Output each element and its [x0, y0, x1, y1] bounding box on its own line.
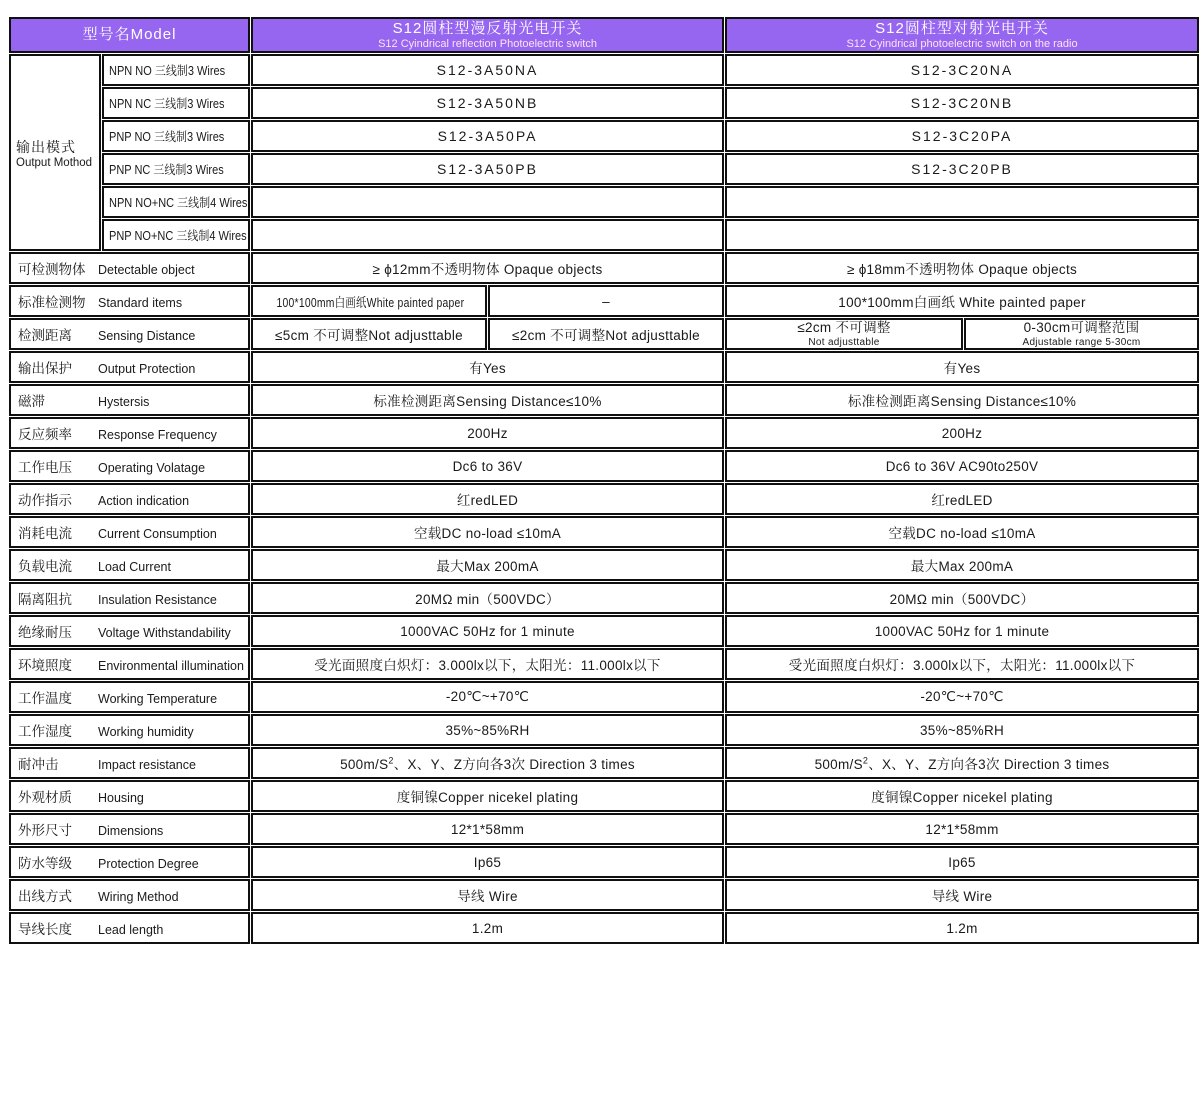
header-through-cell: [725, 17, 1199, 53]
spec-row-action-indication: [9, 483, 1199, 515]
spec-value-diffuse: 20MΩ min（500VDC）: [251, 582, 724, 614]
spec-value-through: 红redLED: [725, 483, 1199, 515]
spec-value-through: 100*100mm白画纸 White painted paper: [725, 285, 1199, 317]
spec-value-diffuse: 有Yes: [251, 351, 724, 383]
spec-value-diffuse: 1.2m: [251, 912, 724, 944]
spec-value-diffuse: 1000VAC 50Hz for 1 minute: [251, 615, 724, 647]
spec-value-through: 200Hz: [725, 417, 1199, 449]
spec-value-through: 20MΩ min（500VDC）: [725, 582, 1199, 614]
spec-label: 负载电流 Load Current: [9, 549, 250, 581]
spec-label: 耐冲击 Impact resistance: [9, 747, 250, 779]
spec-value-diffuse: 导线 Wire: [251, 879, 724, 911]
through-title: S12圆柱型对射光电开关: [875, 19, 1049, 37]
spec-value-diffuse: Ip65: [251, 846, 724, 878]
spec-table: [8, 16, 1200, 945]
model-number-diffuse: [251, 219, 724, 251]
header-model-cell: [9, 17, 250, 53]
spec-label: 绝缘耐压 Voltage Withstandability: [9, 615, 250, 647]
model-number-through: [725, 219, 1199, 251]
table-header-row: [9, 17, 1199, 53]
model-header-label: 型号名Model: [82, 26, 177, 43]
spec-row-insulation-resistance: [9, 582, 1199, 614]
spec-value-through: 标准检测距离Sensing Distance≤10%: [725, 384, 1199, 416]
spec-row-working-humidity: [9, 714, 1199, 746]
model-number-diffuse: S12-3A50PB: [251, 153, 724, 185]
spec-value-through: 1.2m: [725, 912, 1199, 944]
diffuse-title: S12圆柱型漫反射光电开关: [392, 19, 583, 37]
model-number-diffuse: S12-3A50NB: [251, 87, 724, 119]
spec-row-operating-voltage: [9, 450, 1199, 482]
spec-row-environmental-illumination: [9, 648, 1199, 680]
spec-row-housing: [9, 780, 1199, 812]
header-diffuse-cell: [251, 17, 724, 53]
spec-row-lead-length: [9, 912, 1199, 944]
spec-label: 外形尺寸 Dimensions: [9, 813, 250, 845]
spec-value-through-adjustable: 0-30cm可调整范围 Adjustable range 5-30cm: [964, 318, 1199, 350]
spec-value-diffuse-none: –: [488, 285, 724, 317]
through-subtitle: S12 Cyindrical photoelectric switch on the radio: [846, 37, 1078, 50]
output-mode-row: [9, 120, 1199, 152]
spec-value-diffuse: 标准检测距离Sensing Distance≤10%: [251, 384, 724, 416]
spec-label: 反应频率 Response Frequency: [9, 417, 250, 449]
spec-row-hysteresis: [9, 384, 1199, 416]
spec-value-through: 1000VAC 50Hz for 1 minute: [725, 615, 1199, 647]
spec-row-dimensions: [9, 813, 1199, 845]
model-number-diffuse: [251, 186, 724, 218]
spec-label: 消耗电流 Current Consumption: [9, 516, 250, 548]
wiring-type-cell: PNP NO 三线制3 Wires: [102, 120, 250, 152]
spec-value-diffuse: 空载DC no-load ≤10mA: [251, 516, 724, 548]
spec-label: 环境照度 Environmental illumination: [9, 648, 250, 680]
spec-label: 导线长度 Lead length: [9, 912, 250, 944]
spec-label: 隔离阻抗 Insulation Resistance: [9, 582, 250, 614]
wiring-type-cell: PNP NO+NC 三线制4 Wires: [102, 219, 250, 251]
spec-value-through: -20℃~+70℃: [725, 681, 1199, 713]
spec-value-diffuse: 200Hz: [251, 417, 724, 449]
spec-value-through: 有Yes: [725, 351, 1199, 383]
spec-value-diffuse: 最大Max 200mA: [251, 549, 724, 581]
spec-value-through: 度铜镍Copper nicekel plating: [725, 780, 1199, 812]
spec-row-protection-degree: [9, 846, 1199, 878]
spec-row-impact-resistance: [9, 747, 1199, 779]
spec-row-wiring-method: [9, 879, 1199, 911]
spec-label: 工作湿度 Working humidity: [9, 714, 250, 746]
spec-value-diffuse: ≥ ϕ12mm不透明物体 Opaque objects: [251, 252, 724, 284]
output-mode-row: [9, 87, 1199, 119]
spec-row-current-consumption: [9, 516, 1199, 548]
spec-value-through: Ip65: [725, 846, 1199, 878]
spec-row-voltage-withstandability: [9, 615, 1199, 647]
spec-value-diffuse: Dc6 to 36V: [251, 450, 724, 482]
spec-label: 输出保护 Output Protection: [9, 351, 250, 383]
spec-label: 出线方式 Wiring Method: [9, 879, 250, 911]
spec-value-through: ≥ ϕ18mm不透明物体 Opaque objects: [725, 252, 1199, 284]
spec-value-diffuse-paper: 100*100mm白画纸White painted paper: [251, 285, 487, 317]
model-number-through: S12-3C20NA: [725, 54, 1199, 86]
spec-label: 防水等级 Protection Degree: [9, 846, 250, 878]
spec-label: 检测距离 Sensing Distance: [9, 318, 250, 350]
model-number-through: S12-3C20PA: [725, 120, 1199, 152]
spec-value-through: 空载DC no-load ≤10mA: [725, 516, 1199, 548]
output-mode-row: [9, 153, 1199, 185]
spec-row-output-protection: [9, 351, 1199, 383]
wiring-type-cell: NPN NO+NC 三线制4 Wires: [102, 186, 250, 218]
model-number-diffuse: S12-3A50PA: [251, 120, 724, 152]
spec-value-through: $500m/S^2$、X、Y、Z方向各3次 Direction 3 times: [725, 747, 1199, 779]
spec-value-through: 35%~85%RH: [725, 714, 1199, 746]
output-mode-row: [9, 54, 1199, 86]
output-mode-row: [9, 219, 1199, 251]
spec-value-diffuse-a: ≤5cm 不可调整Not adjusttable: [251, 318, 487, 350]
spec-value-diffuse: $500m/S^2$、X、Y、Z方向各3次 Direction 3 times: [251, 747, 724, 779]
spec-row-response-frequency: [9, 417, 1199, 449]
output-mode-label: 输出模式 Output Mothod: [9, 54, 101, 251]
spec-value-through: 12*1*58mm: [725, 813, 1199, 845]
model-number-through: [725, 186, 1199, 218]
spec-value-diffuse-b: ≤2cm 不可调整Not adjusttable: [488, 318, 724, 350]
spec-value-through: 受光面照度白炽灯：3.000lx以下，太阳光：11.000lx以下: [725, 648, 1199, 680]
wiring-type-cell: NPN NC 三线制3 Wires: [102, 87, 250, 119]
output-mode-row: [9, 186, 1199, 218]
diffuse-subtitle: S12 Cyindrical reflection Photoelectric switch: [378, 37, 597, 50]
wiring-type-cell: NPN NO 三线制3 Wires: [102, 54, 250, 86]
spec-label: 工作电压 Operating Volatage: [9, 450, 250, 482]
spec-row-load-current: [9, 549, 1199, 581]
spec-label: 工作温度 Working Temperature: [9, 681, 250, 713]
spec-row-sensing-distance: [9, 318, 1199, 350]
spec-label: 外观材质 Housing: [9, 780, 250, 812]
spec-value-through: 导线 Wire: [725, 879, 1199, 911]
spec-value-diffuse: 35%~85%RH: [251, 714, 724, 746]
spec-value-diffuse: 受光面照度白炽灯：3.000lx以下，太阳光：11.000lx以下: [251, 648, 724, 680]
model-number-through: S12-3C20NB: [725, 87, 1199, 119]
spec-label: 动作指示 Action indication: [9, 483, 250, 515]
spec-value-diffuse: 12*1*58mm: [251, 813, 724, 845]
spec-label: 可检测物体 Detectable object: [9, 252, 250, 284]
spec-value-diffuse: 红redLED: [251, 483, 724, 515]
spec-value-through-fixed: ≤2cm 不可调整 Not adjusttable: [725, 318, 963, 350]
spec-value-through: Dc6 to 36V AC90to250V: [725, 450, 1199, 482]
spec-label: 标准检测物 Standard items: [9, 285, 250, 317]
spec-row-working-temperature: [9, 681, 1199, 713]
wiring-type-cell: PNP NC 三线制3 Wires: [102, 153, 250, 185]
spec-label: 磁滞 Hystersis: [9, 384, 250, 416]
model-number-through: S12-3C20PB: [725, 153, 1199, 185]
spec-row-detectable-object: [9, 252, 1199, 284]
spec-value-diffuse: -20℃~+70℃: [251, 681, 724, 713]
spec-value-through: 最大Max 200mA: [725, 549, 1199, 581]
model-number-diffuse: S12-3A50NA: [251, 54, 724, 86]
spec-row-standard-items: [9, 285, 1199, 317]
spec-value-diffuse: 度铜镍Copper nicekel plating: [251, 780, 724, 812]
